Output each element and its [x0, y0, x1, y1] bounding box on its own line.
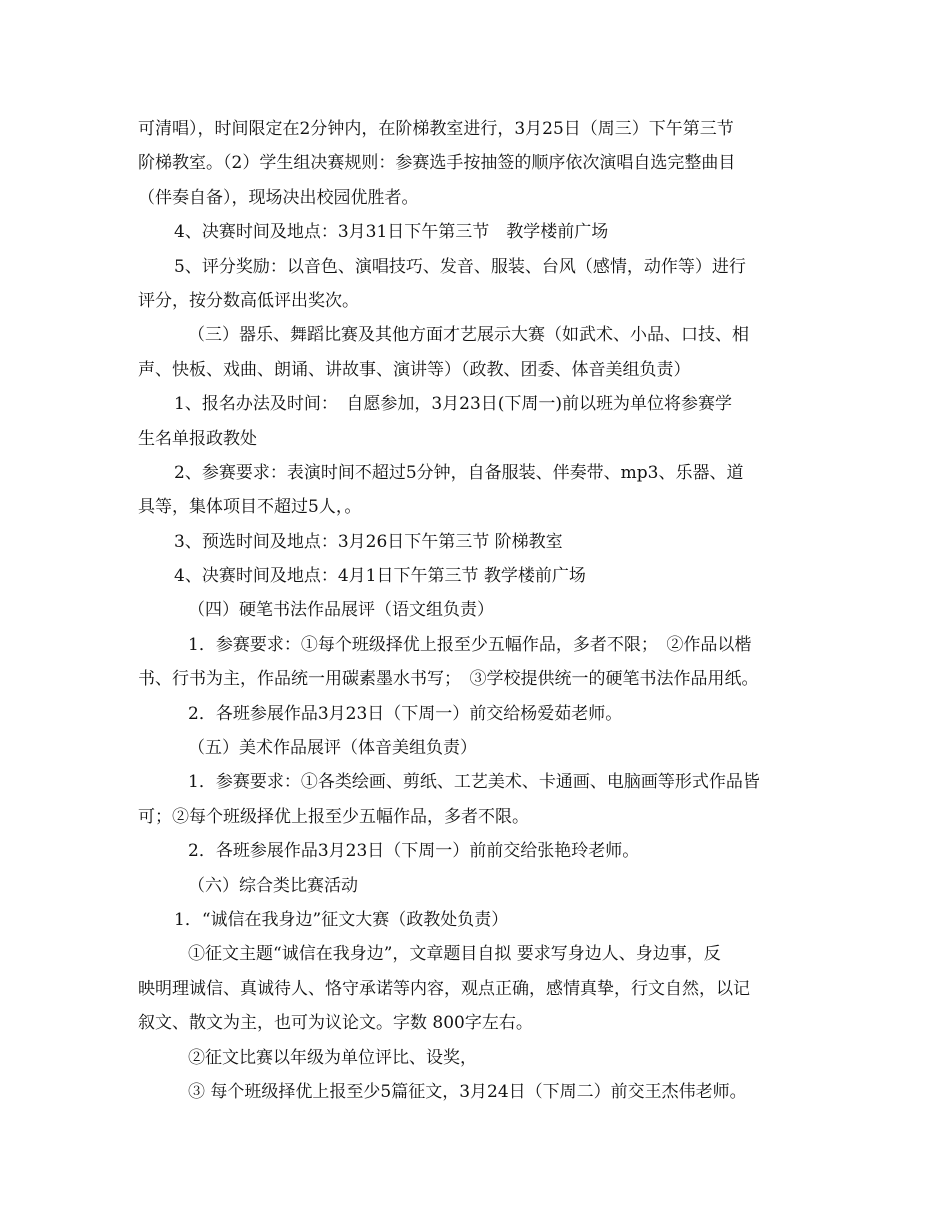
text-line-29: ③ 每个班级择优上报至少5篇征文，3月24日（下周二）前交王杰伟老师。 [188, 1081, 747, 1102]
text-line-20: 1．参赛要求：①各类绘画、剪纸、工艺美术、卡通画、电脑画等形式作品皆 [188, 772, 760, 793]
text-line-13: 3、预选时间及地点：3月26日下午第三节 阶梯教室 [174, 531, 563, 552]
text-line-2: 阶梯教室。（2）学生组决赛规则：参赛选手按抽签的顺序依次演唱自选完整曲目 [138, 153, 736, 174]
text-line-5: 5、评分奖励：以音色、演唱技巧、发音、服装、台风（感情，动作等）进行 [174, 256, 746, 277]
text-line-3: （伴奏自备），现场决出校园优胜者。 [138, 187, 419, 208]
text-line-18: 2．各班参展作品3月23日（下周一）前交给杨爱茹老师。 [188, 703, 623, 724]
text-line-28: ②征文比赛以年级为单位评比、设奖， [188, 1047, 477, 1068]
section-heading-3: （三）器乐、舞蹈比赛及其他方面才艺展示大赛（如武术、小品、口技、相 [188, 325, 749, 346]
text-line-9: 1、报名办法及时间： 自愿参加，3月23日(下周一)前以班为单位将参赛学 [174, 394, 733, 415]
text-line-8: 声、快板、戏曲、朗诵、讲故事、演讲等）（政教、团委、体音美组负责） [138, 359, 691, 380]
section-heading-4: （四）硬笔书法作品展评（语文组负责） [188, 600, 494, 621]
document-body [138, 112, 818, 1109]
text-line-26: 映明理诚信、真诚待人、恪守承诺等内容，观点正确，感情真挚，行文自然，以记 [138, 978, 750, 999]
text-line-27: 叙文、散文为主，也可为议论文。字数 800字左右。 [138, 1013, 533, 1034]
text-line-10: 生名单报政教处 [138, 428, 257, 449]
text-line-25: ①征文主题“诚信在我身边”，文章题目自拟 要求写身边人、身边事，反 [188, 944, 721, 965]
text-line-24: 1．“诚信在我身边”征文大赛（政教处负责） [174, 909, 509, 930]
section-heading-5: （五）美术作品展评（体音美组负责） [188, 738, 477, 759]
text-line-12: 具等，集体项目不超过5人，。 [138, 497, 362, 518]
text-line-1: 可清唱），时间限定在2分钟内，在阶梯教室进行，3月25日（周三）下午第三节 [138, 119, 734, 139]
text-line-14: 4、决赛时间及地点：4月1日下午第三节 教学楼前广场 [174, 566, 586, 587]
text-line-17: 书、行书为主，作品统一用碳素墨水书写； ③学校提供统一的硬笔书法作品用纸。 [138, 669, 759, 690]
text-line-4: 4、决赛时间及地点：3月31日下午第三节 教学楼前广场 [174, 222, 609, 243]
text-line-16: 1．参赛要求：①每个班级择优上报至少五幅作品，多者不限； ②作品以楷 [188, 634, 752, 655]
text-line-11: 2、参赛要求：表演时间不超过5分钟，自备服装、伴奏带、mp3、乐器、道 [174, 462, 744, 483]
section-heading-6: （六）综合类比赛活动 [188, 875, 358, 896]
text-line-22: 2．各班参展作品3月23日（下周一）前前交给张艳玲老师。 [188, 841, 640, 862]
text-line-21: 可；②每个班级择优上报至少五幅作品，多者不限。 [138, 806, 529, 827]
text-line-6: 评分，按分数高低评出奖次。 [138, 290, 359, 311]
